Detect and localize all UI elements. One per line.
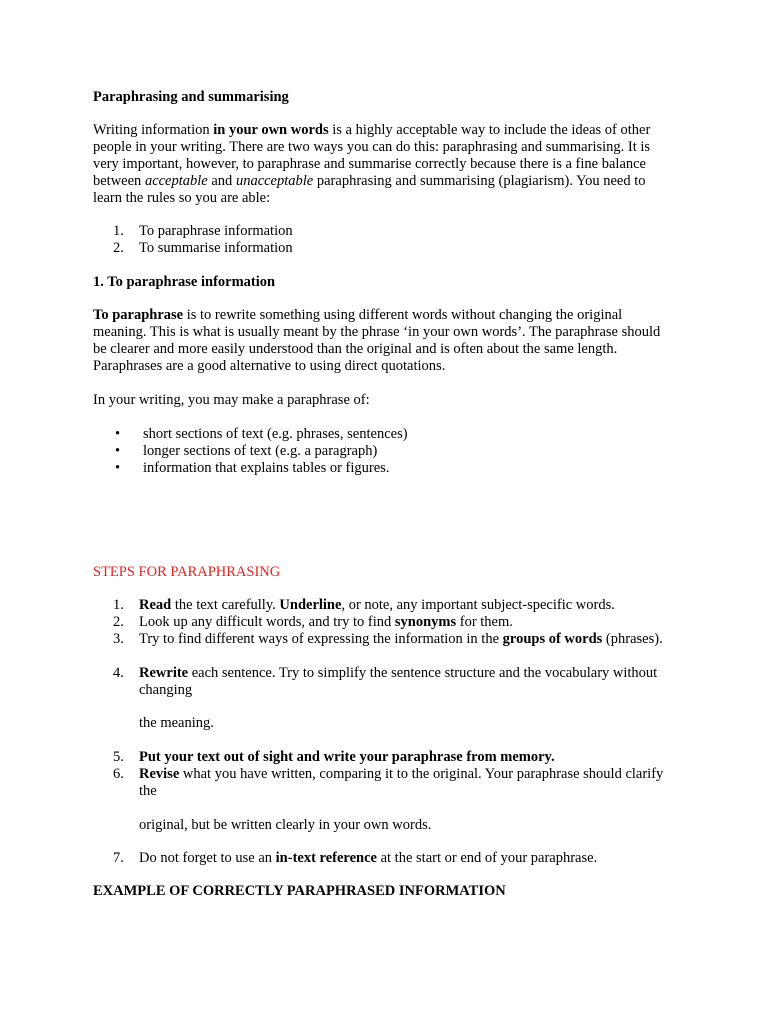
step-number: 6. bbox=[113, 766, 124, 782]
step-text: Try to find different ways of expressing the information in the groups of words (phrases). bbox=[139, 631, 663, 647]
intro-italic-1: acceptable bbox=[144, 173, 208, 189]
list-item bbox=[93, 223, 673, 240]
step-item bbox=[93, 597, 673, 614]
bullet-icon: • bbox=[115, 443, 121, 459]
bullet-icon: • bbox=[115, 460, 121, 476]
step-item bbox=[93, 665, 673, 699]
list-text: To paraphrase information bbox=[139, 223, 293, 239]
step-continuation bbox=[93, 715, 673, 732]
step-item bbox=[93, 614, 673, 631]
bullet-icon: • bbox=[115, 426, 121, 442]
step-continuation-text: the meaning. bbox=[139, 715, 214, 731]
intro-text-1: Writing information bbox=[93, 122, 214, 138]
document-title: Paraphrasing and summarising bbox=[93, 89, 289, 105]
intro-text-4: paraphrasing and summarising (plagiarism). You need to learn the rules so you are able: bbox=[93, 173, 646, 206]
example-heading: EXAMPLE OF CORRECTLY PARAPHRASED INFORMATION bbox=[93, 883, 506, 899]
step-number: 2. bbox=[113, 614, 124, 630]
intro-paragraph bbox=[93, 122, 673, 207]
step-number: 4. bbox=[113, 665, 124, 681]
step-number: 1. bbox=[113, 597, 124, 613]
step-text: Read the text carefully. Underline, or note, any important subject-specific words. bbox=[139, 597, 615, 613]
step-text: Revise what you have written, comparing it to the original. Your paraphrase should clarify the bbox=[139, 766, 664, 799]
bullet-item bbox=[93, 460, 673, 477]
bullet-text: longer sections of text (e.g. a paragraph) bbox=[143, 443, 378, 459]
intro-bold-1: in your own words bbox=[213, 122, 329, 138]
bullet-item bbox=[93, 443, 673, 460]
bullet-text: short sections of text (e.g. phrases, sentences) bbox=[143, 426, 408, 442]
step-item bbox=[93, 631, 673, 665]
para1-text: is to rewrite something using different words without changing the original meaning. This is what is usually meant by the phrase ‘in your own words’. The paraphrase should be clearer and more easily understood than the original and is often about the same length. Paraphrases are a good alternative to using direct quotations. bbox=[93, 307, 661, 374]
step-text: Do not forget to use an in-text reference at the start or end of your paraphrase. bbox=[139, 850, 598, 866]
intro-italic-2: unacceptable bbox=[235, 173, 314, 189]
step-continuation bbox=[93, 817, 673, 834]
bullet-text: information that explains tables or figures. bbox=[143, 460, 390, 476]
step-item bbox=[93, 749, 673, 766]
steps-heading: STEPS FOR PARAPHRASING bbox=[93, 564, 281, 580]
intro-text-2: is a highly acceptable way to include the ideas of other people in your writing. There are two ways you can do this: paraphrasing and summarising. It is very important, however, to paraphrase and summarise correctly because there is a fine balance between bbox=[93, 122, 651, 189]
step-text: Look up any difficult words, and try to find synonyms for them. bbox=[139, 614, 513, 630]
step-number: 7. bbox=[113, 850, 124, 866]
paraphrase-definition bbox=[93, 307, 673, 375]
bullet-item bbox=[93, 426, 673, 443]
step-item bbox=[93, 766, 673, 800]
list-number: 2. bbox=[113, 240, 124, 256]
section-heading: 1. To paraphrase information bbox=[93, 274, 276, 290]
step-number: 3. bbox=[113, 631, 124, 647]
paraphrase-intro: In your writing, you may make a paraphrase of: bbox=[93, 392, 370, 408]
step-text: Put your text out of sight and write your paraphrase from memory. bbox=[139, 749, 555, 765]
step-item bbox=[93, 850, 673, 867]
step-number: 5. bbox=[113, 749, 124, 765]
intro-text-3: and bbox=[207, 173, 236, 189]
list-item bbox=[93, 240, 673, 257]
list-text: To summarise information bbox=[139, 240, 293, 256]
list-number: 1. bbox=[113, 223, 124, 239]
step-text: Rewrite each sentence. Try to simplify the sentence structure and the vocabulary without changing bbox=[139, 665, 658, 698]
para1-bold: To paraphrase bbox=[93, 307, 184, 323]
step-continuation-text: original, but be written clearly in your own words. bbox=[139, 817, 432, 833]
